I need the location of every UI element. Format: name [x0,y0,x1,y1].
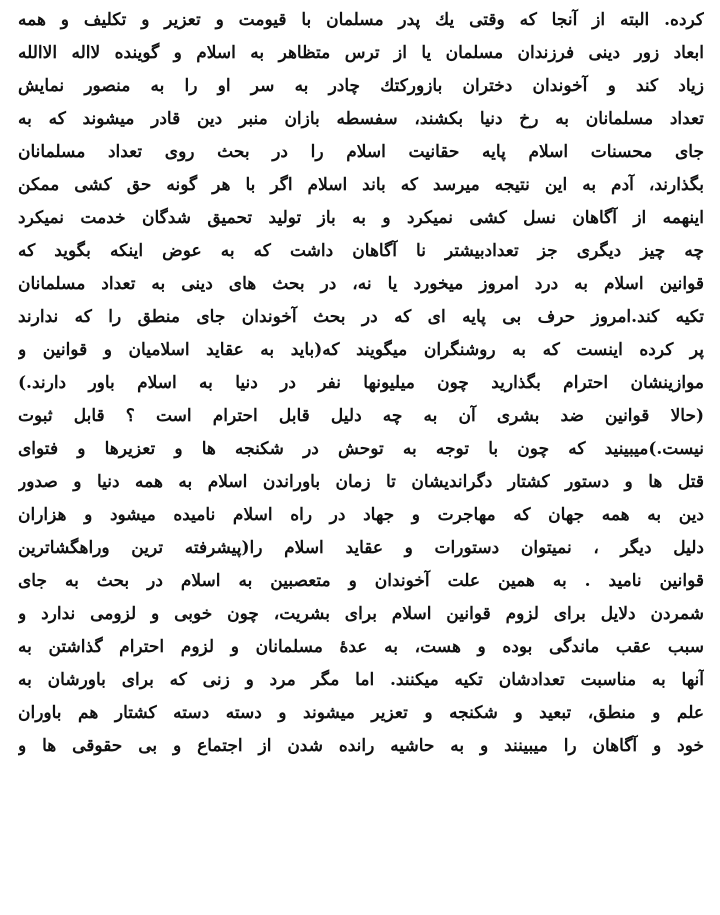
text-line: جای محسنات اسلام پایه حقانیت اسلام را در بحث روی تعداد مسلمانان [18,142,704,162]
text-line: قوانین نامید . به همین علت آخوندان و متعصبین به اسلام در بحث به جای [18,571,704,591]
text-line: سبب عقب ماندگی بوده و هست، به عدۀ مسلمانان و لزوم احترام گذاشتن به [18,637,704,657]
text-line: آنها به مناسبت تعدادشان تکیه میکنند. اما مگر مرد و زنی که برای باورشان به [18,670,704,690]
text-line: قتل ها و دستور کشتار دگراندیشان تا زمان باوراندن اسلام به همه دنیا و صدور [18,472,704,492]
text-line: دین به همه جهان که مهاجرت و جهاد در راه اسلام نامیده میشود و هزاران [18,505,704,525]
text-line: پر کرده اینست که به روشنگران میگویند که(باید به عقاید اسلامیان و قوانین و [18,340,704,360]
text-line: خود و آگاهان را میبینند و به حاشیه رانده شدن از اجتماع و بی حقوقی ها و [18,736,704,756]
text-line: کرده. البته از آنجا که وقتی یك پدر مسلمان با قیومت و تعزیر و تکلیف و همه [18,10,704,30]
text-line: شمردن دلایل برای لزوم قوانین اسلام برای بشریت، چون خوبی و لزومی ندارد و [18,604,704,624]
text-line: ابعاد زور دینی فرزندان مسلمان یا از ترس متظاهر به اسلام و گوینده لااله الاالله [18,43,704,63]
text-line: قوانین اسلام به درد امروز میخورد یا نه، در بحث های دینی به تعداد مسلمانان [18,274,704,294]
text-line: زیاد کند و آخوندان دختران بازورکتك چادر به سر او را به منصور نمایش [18,76,704,96]
body-text [18,4,704,763]
text-line: چه چیز دیگری جز تعدادبیشتر نا آگاهان داشت که به عوض اینکه بگوید که [18,241,704,261]
text-line: دلیل دیگر ، نمیتوان دستورات و عقاید اسلام را(پیشرفته ترین وراهگشاترین [18,538,704,558]
text-line: موازینشان احترام بگذارید چون میلیونها نفر در دنیا به اسلام باور دارند.) [18,373,704,393]
text-line: اینهمه از آگاهان نسل کشی نمیکرد و به باز تولید تحمیق شدگان خدمت نمیکرد [18,208,704,228]
text-line: علم و منطق، تبعید و شکنجه و تعزیر میشوند و دسته دسته کشتار هم باوران [18,703,704,723]
text-line: نیست.)میبینید که چون با توجه به توحش در شکنجه ها و تعزیرها و فتوای [18,439,704,459]
text-line: تکیه کند.امروز حرف بی پایه ای که در بحث آخوندان جای منطق را که ندارند [18,307,704,327]
text-line: بگذارند، آدم به این نتیجه میرسد که باند اسلام اگر با هر گونه حق کشی ممکن [18,175,704,195]
text-line: تعداد مسلمانان به رخ دنیا بکشند، سفسطه بازان منبر دین قادر میشوند که به [18,109,704,129]
text-line: (حالا قوانین ضد بشری آن به چه دلیل قابل احترام است ؟ قابل ثبوت [18,406,704,426]
